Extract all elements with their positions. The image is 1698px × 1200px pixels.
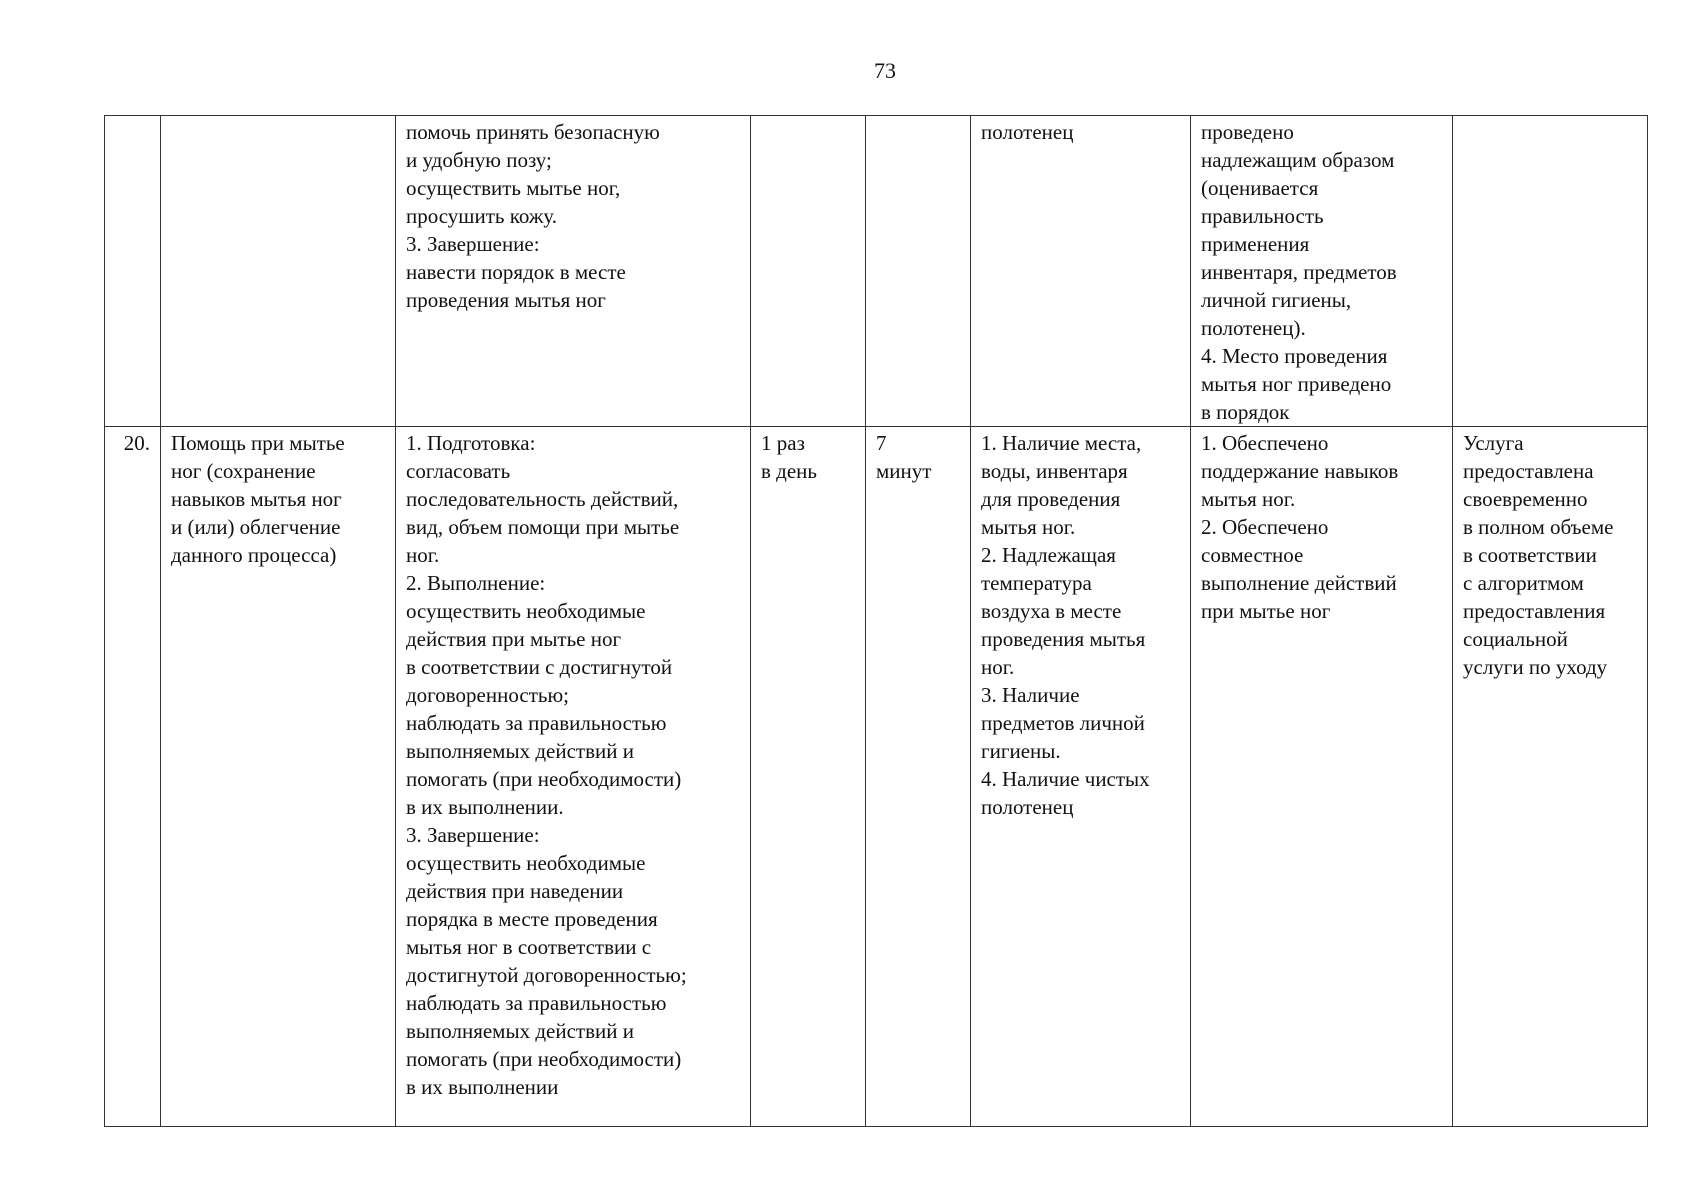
- cell-frequency: 1 раз в день: [751, 427, 866, 1127]
- services-table: [104, 115, 1648, 1127]
- cell-number: 20.: [105, 427, 161, 1127]
- cell-duration: 7 минут: [866, 427, 971, 1127]
- cell-evaluation: [1453, 116, 1648, 427]
- cell-evaluation: Услуга предоставлена своевременно в полном объеме в соответствии с алгоритмом предоставления социальной услуги по уходу: [1453, 427, 1648, 1127]
- page-number: 73: [874, 58, 896, 83]
- cell-results: проведено надлежащим образом (оценивается правильность применения инвентаря, предметов личной гигиены, полотенец). 4. Место проведения мытья ног приведено в порядок: [1191, 116, 1453, 427]
- cell-conditions: полотенец: [971, 116, 1191, 427]
- cell-conditions: 1. Наличие места, воды, инвентаря для проведения мытья ног. 2. Надлежащая температура воздуха в месте проведения мытья ног. 3. Наличие предметов личной гигиены. 4. Наличие чистых полотенец: [971, 427, 1191, 1127]
- table-row: [105, 116, 1648, 427]
- cell-service-name: Помощь при мытье ног (сохранение навыков мытья ног и (или) облегчение данного процесса): [161, 427, 396, 1127]
- cell-frequency: [751, 116, 866, 427]
- cell-procedure: 1. Подготовка: согласовать последовательность действий, вид, объем помощи при мытье ног. 2. Выполнение: осуществить необходимые действия при мытье ног в соответствии с достигнутой договоренностью; наблюдать за правильностью выполняемых действий и помогать (при необходимости) в их выполнении. 3. Завершение: осуществить необходимые действия при наведении порядка в месте проведения мытья ног в соответствии с достигнутой договоренностью; наблюдать за правильностью выполняемых действий и помогать (при необходимости) в их выполнении: [396, 427, 751, 1127]
- cell-duration: [866, 116, 971, 427]
- cell-service-name: [161, 116, 396, 427]
- cell-results: 1. Обеспечено поддержание навыков мытья ног. 2. Обеспечено совместное выполнение действий при мытье ног: [1191, 427, 1453, 1127]
- table-row: [105, 427, 1648, 1127]
- cell-number: [105, 116, 161, 427]
- cell-procedure: помочь принять безопасную и удобную позу; осуществить мытье ног, просушить кожу. 3. Завершение: навести порядок в месте проведения мытья ног: [396, 116, 751, 427]
